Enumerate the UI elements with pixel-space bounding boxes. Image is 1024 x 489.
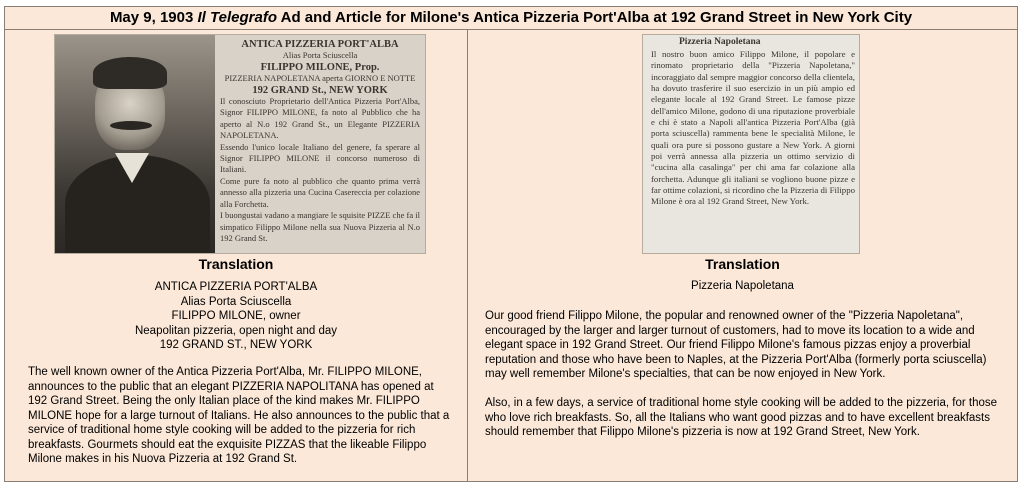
clipping-line: FILIPPO MILONE, Prop. [260, 61, 380, 73]
translation-line: FILIPPO MILONE, owner [171, 310, 301, 322]
clipping-line: ANTICA PIZZERIA PORT'ALBA [241, 39, 399, 50]
left-translation-heading: Translation [198, 256, 274, 272]
right-translation-paragraph-1: Our good friend Filippo Milone, the popular and renowned owner of the "Pizzeria Napoletana", encouraged by the larger and larger turnout of customers, had to move its location to a wide and elegant space in 192 Grand Street. Our friend Filippo Milone's famous pizzas enjoy a proverbial reputation and those who have been to Naples, at the Pizzeria Port'Alba (formerly porta sciuscella) may well remember Milone's specialties, that can be now enjoyed in New York. [485, 310, 987, 380]
newspaper-ad-clipping [54, 34, 426, 254]
ad-clipping-text [220, 39, 420, 244]
left-translation-header-lines [5, 280, 467, 353]
left-column [5, 30, 468, 481]
translation-line: Alias Porta Sciuscella [180, 295, 292, 308]
right-column [468, 30, 1017, 481]
clipping-body: Il nostro buon amico Filippo Milone, il popolare e rinomato proprietario della "Pizzeria Napoletana," incoraggiato dal sempre maggior concorso della clientela, ha dovuto trasferire il suo esercizio in un più ampio ed elegante locale al 192 Grand Street. Le famose pizze dell'amico Milone, godono di una riputazione proverbiale e chi è stato a Napoli all'antica Pizzeria Port'Alba (già porta sciuscella) rammenta bene le specialità Milone, le quali ora pure si possono gustare a New York. A giorni poi verrà annessa alla pizzeria un ottimo servizio di "cucina alla casalinga" per chi ama far colazione alla forchetta. Adunque gli italiani se vogliono buone pizze e far ottime colazioni, si ricordino che la Pizzeria di Filippo Milone è ora al 192 Grand Street, New York. [651, 49, 855, 207]
clipping-line: 192 GRAND St., NEW YORK [252, 84, 388, 96]
translation-line: Neapolitan pizzeria, open night and day [134, 324, 338, 337]
page-title [5, 7, 1017, 30]
right-translation-subtitle: Pizzeria Napoletana [691, 280, 794, 292]
title-date: May 9, 1903 [109, 9, 194, 26]
left-translation-paragraph: The well known owner of the Antica Pizzeria Port'Alba, Mr. FILIPPO MILONE, announces to the public that an elegant PIZZERIA NAPOLITANA has opened at 192 Grand Street. Being the only Italian place of the kind makes Mr. FILIPPO MILONE hope for a large turnout of Italians. He also announces to the public that a service of traditional home style cooking will be added to the pizzeria for rich breakfasts. Gourmets should eat the exquisite PIZZAS that the likeable Filippo Milone makes in his Nuova Pizzeria at 192 Grand St. [28, 366, 450, 465]
clipping-line: PIZZERIA NAPOLETANA aperta GIORNO E NOTTE [224, 73, 416, 84]
translation-line: 192 GRAND ST., NEW YORK [159, 339, 313, 351]
title-paper: Il Telegrafo [197, 9, 277, 26]
article-frame [4, 6, 1018, 482]
right-translation-heading: Translation [705, 256, 780, 272]
two-column-layout [5, 30, 1017, 481]
clipping-heading: Pizzeria Napoletana [679, 37, 761, 47]
clipping-line: Il conosciuto Proprietario dell'Antica Pizzeria Port'Alba, Signor FILIPPO MILONE, fa noto al Pubblico che ha aperto al N.o 192 Grand St., un Elegante PIZZERIA NAPOLETANA. [220, 96, 420, 141]
title-rest: Ad and Article for Milone's Antica Pizzeria Port'Alba at 192 Grand Street in New York City [280, 9, 913, 26]
right-translation-paragraph-2: Also, in a few days, a service of traditional home style cooking will be added to the pizzeria, for those who love rich breakfasts. So, all the Italians who want good pizzas and to have excellent breakfasts should remember that Filippo Milone's pizzeria is now at 192 Grand Street, New York. [485, 397, 998, 438]
portrait-image [55, 35, 215, 253]
clipping-line: Come pure fa noto al pubblico che quanto prima verrà annesso alla pizzeria una Cucina Casereccia per colazione alla Forchetta. [220, 175, 420, 209]
clipping-line: I buongustai vadano a mangiare le squisite PIZZE che fa il simpatico Filippo Milone nella sua Nuova Pizzeria al N.o 192 Grand St. [220, 210, 420, 243]
newspaper-article-clipping [642, 34, 860, 254]
translation-line: ANTICA PIZZERIA PORT'ALBA [154, 281, 318, 293]
clipping-line: Essendo l'unico locale Italiano del genere, fa sperare al Signor FILIPPO MILONE il concorso numeroso di Italiani. [220, 141, 420, 175]
clipping-line: Alias Porta Sciuscella [282, 50, 358, 61]
